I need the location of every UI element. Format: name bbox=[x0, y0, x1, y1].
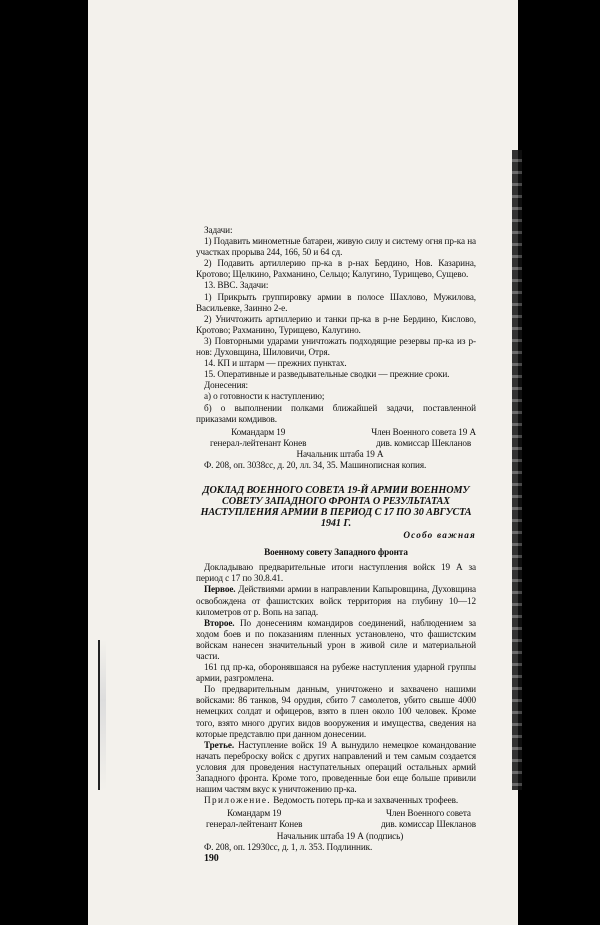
addressee: Военному совету Западного фронта bbox=[264, 547, 408, 558]
classification-stamp: Особо важная bbox=[403, 530, 476, 541]
point-label: Третье. bbox=[204, 739, 235, 750]
paragraph-second bbox=[196, 618, 476, 662]
paragraph: 3) Повторными ударами уничтожать подходящие резервы пр-ка из р-нов: Духовщина, Шиловичи, Отря. bbox=[196, 335, 476, 358]
tasks-header: Задачи: bbox=[204, 225, 233, 235]
signatory-title: Командарм 19 bbox=[227, 808, 282, 819]
signatory-title: Начальник штаба 19 А bbox=[276, 830, 364, 841]
signature-block-2 bbox=[196, 808, 476, 830]
page-edge-shadow bbox=[512, 150, 522, 790]
signature-note: (подпись) bbox=[365, 830, 404, 841]
paragraph: 1) Подавить минометные батареи, живую силу и систему огня пр-ка на участках прорыва 244, 166, 50 и 64 сд. bbox=[196, 236, 476, 258]
signatory-chief-of-staff: Начальник штаба 19 А bbox=[296, 448, 384, 459]
point-label: Первое. bbox=[204, 584, 236, 595]
paragraph: б) о выполнении полками ближайшей задачи, поставленной приказами комдивов. bbox=[196, 402, 476, 424]
paragraph: По предварительным данным, уничтожено и захвачено нашими войсками: 86 танков, 94 орудия, сбито 7 самолетов, убито свыше 4000 немецких солдат и офицеров, взято в плен около 100 человек. Кроме того, взято много других видов вооружения и имущества, сведения на которые представлю при данном донесении. bbox=[196, 684, 476, 739]
document-text bbox=[196, 225, 476, 864]
signature-block-1 bbox=[196, 427, 476, 449]
paragraph: 161 пд пр-ка, оборонявшаяся на рубеже наступления ударной группы армии, разгромлена. bbox=[196, 662, 476, 684]
point-text: Наступление войск 19 А вынудило немецкое командование начать переброску войск с других направлений и тем самым создается условия для проведения наступательных операций остальных армий Западного фронта. Кроме того, проведенные бои еще больше привили нашим частям вкус к уничтожению пр-ка. bbox=[196, 739, 476, 795]
paragraph: 2) Подавить артиллерию пр-ка в р-нах Бердино, Нов. Казарина, Кротово; Щелкино, Рахманино, Сельцо; Калугино, Турищево, Сущево. bbox=[196, 258, 476, 280]
paragraph: 15. Оперативные и разведывательные сводки — прежние сроки. bbox=[204, 369, 450, 380]
signatory-name: генерал-лейтенант Конев bbox=[210, 437, 307, 448]
archive-source: Ф. 208, оп. 12930сс, д. 1, л. 353. Подлинник. bbox=[204, 841, 373, 852]
paragraph: 14. КП и штарм — прежних пунктах. bbox=[204, 358, 347, 369]
paragraph-intro: Докладываю предварительные итоги наступления войск 19 А за период с 17 по 30.8.41. bbox=[196, 562, 476, 584]
paragraph: Донесения: bbox=[204, 380, 248, 391]
signatory-name: див. комиссар Шекланов bbox=[380, 819, 476, 830]
point-label: Второе. bbox=[204, 617, 235, 628]
page-fold-mark bbox=[98, 640, 106, 790]
appendix-text: Ведомость потерь пр-ка и захваченных трофеев. bbox=[271, 795, 459, 806]
signatory-title: Член Военного совета 19 А bbox=[371, 426, 476, 437]
paragraph-third bbox=[196, 740, 476, 795]
page-number: 190 bbox=[204, 852, 219, 864]
paragraph-appendix bbox=[196, 795, 476, 806]
document-title: ДОКЛАД ВОЕННОГО СОВЕТА 19-Й АРМИИ ВОЕННОМУ СОВЕТУ ЗАПАДНОГО ФРОНТА О РЕЗУЛЬТАТАХ НАСТУПЛЕНИЯ АРМИИ В ПЕРИОД С 17 ПО 30 АВГУСТА 1941 Г. bbox=[200, 485, 472, 530]
paragraph: а) о готовности к наступлению; bbox=[204, 391, 325, 402]
signatory-title: Член Военного совета bbox=[386, 808, 471, 819]
appendix-label: Приложение. bbox=[204, 795, 272, 806]
signatory-chief-of-staff bbox=[196, 831, 476, 842]
paragraph: 1) Прикрыть группировку армии в полосе Шахлово, Мужилова, Васильевке, Заинно 2-е. bbox=[196, 291, 476, 313]
point-text: Действиями армии в направлении Капыровщина, Духовщина освобождена от фашистских войск территория на глубину 10—12 километров от р. Вопь на запад. bbox=[196, 584, 476, 617]
paragraph: 13. ВВС. Задачи: bbox=[204, 280, 269, 291]
archive-source: Ф. 208, оп. 3038сс, д. 20, лл. 34, 35. Машинописная копия. bbox=[204, 459, 427, 470]
point-text: По донесениям командиров соединений, наблюдением за ходом боев и по показаниям пленных установлено, что фашистским войскам нанесен значительный урон в живой силе и материальной части. bbox=[196, 617, 476, 661]
paragraph: 2) Уничтожить артиллерию и танки пр-ка в р-не Бердино, Кислово, Кротово; Рахманино, Турищево, Калугино. bbox=[196, 313, 476, 335]
signatory-name: генерал-лейтенант Конев bbox=[206, 819, 303, 830]
signatory-name: див. комиссар Шекланов bbox=[376, 437, 472, 448]
signatory-title: Командарм 19 bbox=[231, 426, 286, 437]
paragraph-first bbox=[196, 584, 476, 617]
